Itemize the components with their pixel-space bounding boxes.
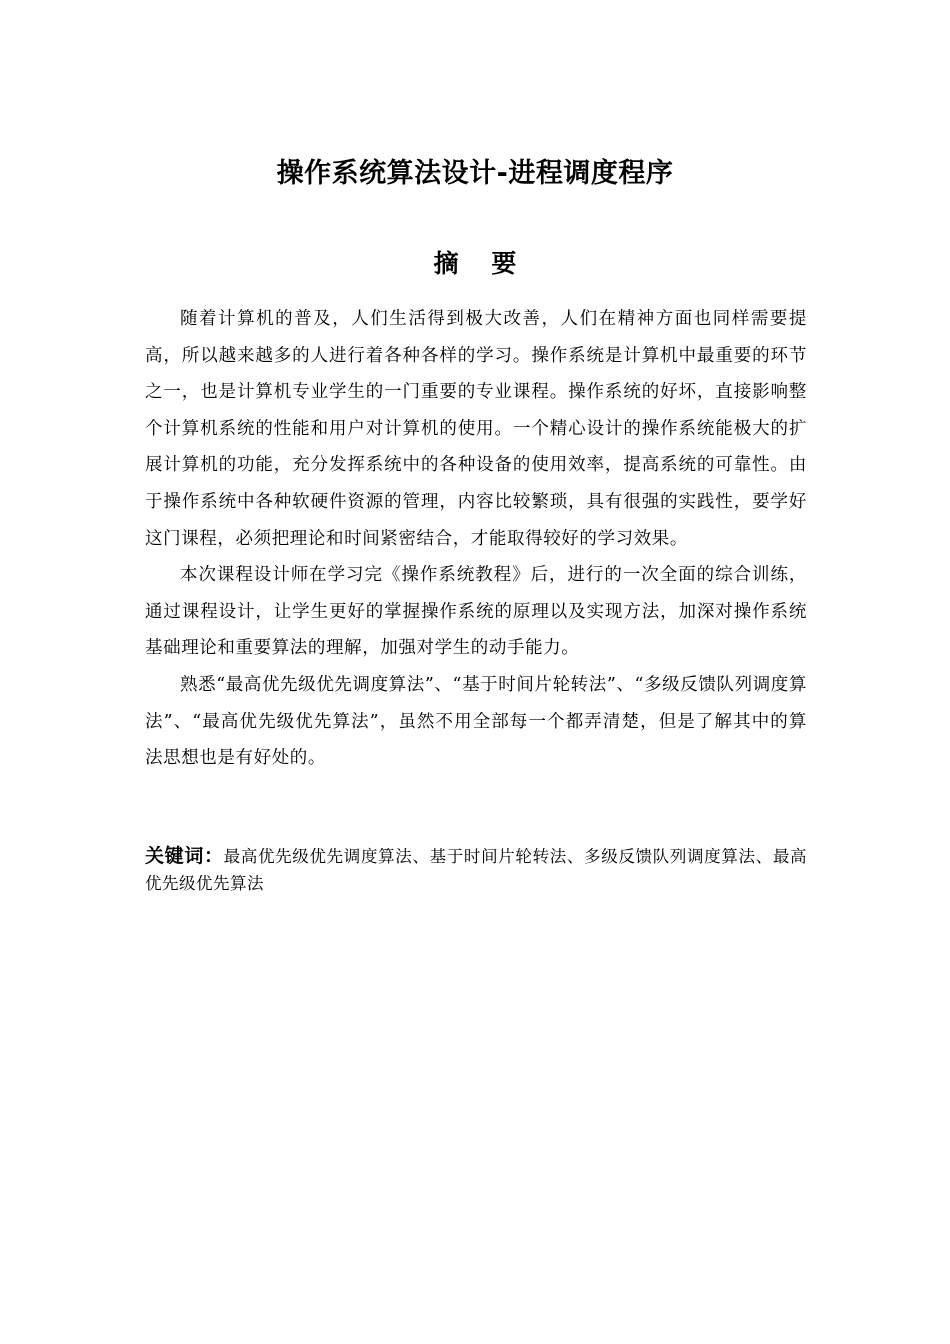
keywords-block [145, 843, 807, 897]
abstract-body [145, 301, 807, 777]
abstract-paragraph-1: 随着计算机的普及，人们生活得到极大改善，人们在精神方面也同样需要提高，所以越来越多的人进行着各种各样的学习。操作系统是计算机中最重要的环节之一，也是计算机专业学生的一门重要的专业课程。操作系统的好坏，直接影响整个计算机系统的性能和用户对计算机的使用。一个精心设计的操作系统能极大的扩展计算机的功能，充分发挥系统中的各种设备的使用效率，提高系统的可靠性。由于操作系统中各种软硬件资源的管理，内容比较繁琐，具有很强的实践性，要学好这门课程，必须把理论和时间紧密结合，才能取得较好的学习效果。 [145, 309, 807, 549]
document-title: 操作系统算法设计-进程调度程序 [276, 158, 674, 189]
keywords-text: 最高优先级优先调度算法、基于时间片轮转法、多级反馈队列调度算法、最高优先级优先算法 [145, 847, 807, 893]
abstract-paragraph-3: 熟悉“最高优先级优先调度算法”、“基于时间片轮转法”、“多级反馈队列调度算法”、“最高优先级优先算法”，虽然不用全部每一个都弄清楚，但是了解其中的算法思想也是有好处的。 [145, 674, 807, 769]
abstract-paragraph-2: 本次课程设计师在学习完《操作系统教程》后，进行的一次全面的综合训练，通过课程设计，让学生更好的掌握操作系统的原理以及实现方法，加深对操作系统基础理论和重要算法的理解，加强对学生的动手能力。 [145, 565, 807, 659]
keywords-label: 关键词： [145, 845, 224, 867]
abstract-heading: 摘 要 [433, 249, 529, 278]
